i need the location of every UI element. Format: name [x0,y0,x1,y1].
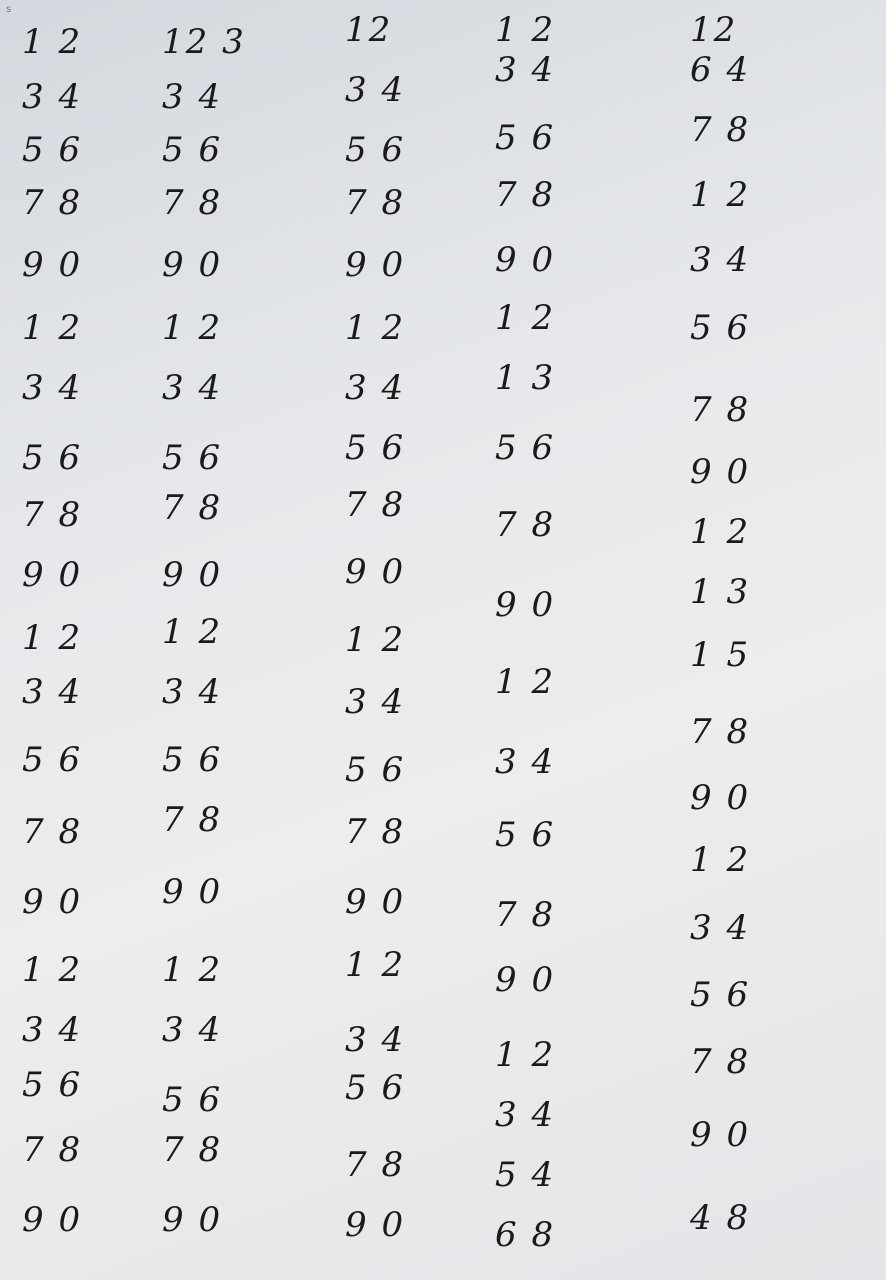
handwritten-entry: 5 6 [345,130,406,170]
handwritten-entry: 7 8 [690,712,751,752]
handwritten-entry: 1 3 [495,358,556,398]
handwritten-entry: 7 8 [162,488,223,528]
handwritten-entry: 7 8 [162,183,223,223]
handwritten-entry: 9 0 [22,1200,83,1240]
handwritten-entry: 9 0 [690,452,751,492]
handwritten-entry: 3 4 [495,50,556,90]
handwritten-entry: 5 4 [495,1155,556,1195]
handwritten-entry: 12 [690,10,738,50]
handwritten-entry: 5 6 [162,438,223,478]
handwritten-entry: 1 2 [495,298,556,338]
handwritten-entry: 1 2 [162,612,223,652]
handwritten-entry: 9 0 [22,882,83,922]
handwritten-entry: 1 2 [345,945,406,985]
handwritten-entry: 9 0 [345,882,406,922]
handwritten-entry: 5 6 [162,740,223,780]
handwritten-entry: 7 8 [345,812,406,852]
handwritten-entry: 9 0 [22,555,83,595]
handwritten-entry: 3 4 [22,1010,83,1050]
handwritten-entry: 1 2 [690,512,751,552]
handwritten-entry: 7 8 [690,110,751,150]
handwritten-entry: 1 2 [22,618,83,658]
handwritten-entry: 3 4 [690,908,751,948]
handwritten-entry: 1 2 [345,308,406,348]
handwritten-entry: 9 0 [162,245,223,285]
handwritten-entry: 9 0 [495,960,556,1000]
handwritten-entry: 9 0 [345,552,406,592]
handwritten-entry: 7 8 [345,183,406,223]
handwritten-entry: 5 6 [22,130,83,170]
handwritten-entry: 7 8 [162,1130,223,1170]
handwritten-entry: 3 4 [495,1095,556,1135]
column-1 [22,0,182,1280]
handwritten-entry: 1 2 [345,620,406,660]
handwritten-entry: 9 0 [690,1115,751,1155]
handwritten-entry: 9 0 [22,245,83,285]
handwritten-entry: 7 8 [495,895,556,935]
handwritten-entry: 9 0 [162,1200,223,1240]
handwritten-entry: 1 2 [162,308,223,348]
handwritten-entry: 3 4 [162,672,223,712]
column-2 [162,0,322,1280]
handwritten-entry: 7 8 [690,390,751,430]
handwritten-entry: 5 6 [162,130,223,170]
handwritten-entry: 7 8 [690,1042,751,1082]
handwritten-entry: 5 6 [495,815,556,855]
handwritten-entry: 7 8 [22,1130,83,1170]
handwritten-entry: 7 8 [345,1145,406,1185]
handwritten-entry: 3 4 [22,77,83,117]
handwritten-entry: 5 6 [22,740,83,780]
column-3 [345,0,505,1280]
handwritten-entry: 3 4 [162,77,223,117]
column-4 [495,0,655,1280]
handwritten-entry: 9 0 [495,240,556,280]
handwritten-entry: 7 8 [345,485,406,525]
handwritten-entry: 1 2 [22,22,83,62]
handwritten-entry: 3 4 [345,1020,406,1060]
handwritten-entry: 5 6 [690,975,751,1015]
handwritten-entry: 5 6 [690,308,751,348]
handwritten-entry: 6 4 [690,50,751,90]
column-5 [690,0,850,1280]
handwritten-entry: 9 0 [495,585,556,625]
handwritten-entry: 12 [345,10,393,50]
handwritten-entry: 3 4 [162,1010,223,1050]
handwritten-entry: 9 0 [690,778,751,818]
handwritten-entry: 9 0 [345,1205,406,1245]
handwritten-entry: 4 8 [690,1198,751,1238]
handwritten-entry: 12 3 [162,22,246,62]
handwritten-entry: 3 4 [345,70,406,110]
handwritten-entry: 1 2 [495,1035,556,1075]
handwritten-entry: 9 0 [162,555,223,595]
handwritten-entry: 3 4 [495,742,556,782]
handwritten-entry: 3 4 [22,672,83,712]
handwritten-entry: 1 2 [22,308,83,348]
handwritten-entry: 1 2 [495,662,556,702]
handwritten-entry: 7 8 [22,495,83,535]
handwritten-entry: 5 6 [345,750,406,790]
handwritten-entry: 7 8 [22,812,83,852]
handwritten-entry: 3 4 [690,240,751,280]
handwritten-entry: 5 6 [345,1068,406,1108]
handwritten-entry: 6 8 [495,1215,556,1255]
handwritten-entry: 7 8 [495,505,556,545]
handwritten-entry: 1 2 [495,10,556,50]
handwritten-entry: 1 2 [162,950,223,990]
handwritten-entry: 3 4 [162,368,223,408]
handwritten-entry: 1 2 [690,175,751,215]
handwritten-entry: 9 0 [345,245,406,285]
handwritten-entry: 1 2 [22,950,83,990]
handwritten-entry: 1 2 [690,840,751,880]
corner-mark: s [6,4,12,15]
handwritten-entry: 3 4 [22,368,83,408]
handwritten-entry: 5 6 [22,1065,83,1105]
handwritten-entry: 1 5 [690,635,751,675]
handwritten-entry: 7 8 [162,800,223,840]
handwritten-entry: 7 8 [495,175,556,215]
handwritten-entry: 3 4 [345,368,406,408]
handwritten-entry: 5 6 [495,118,556,158]
handwritten-entry: 1 3 [690,572,751,612]
handwritten-entry: 5 6 [495,428,556,468]
handwritten-entry: 3 4 [345,682,406,722]
handwritten-entry: 5 6 [162,1080,223,1120]
handwritten-entry: 7 8 [22,183,83,223]
handwritten-entry: 5 6 [22,438,83,478]
handwritten-entry: 9 0 [162,872,223,912]
handwritten-entry: 5 6 [345,428,406,468]
